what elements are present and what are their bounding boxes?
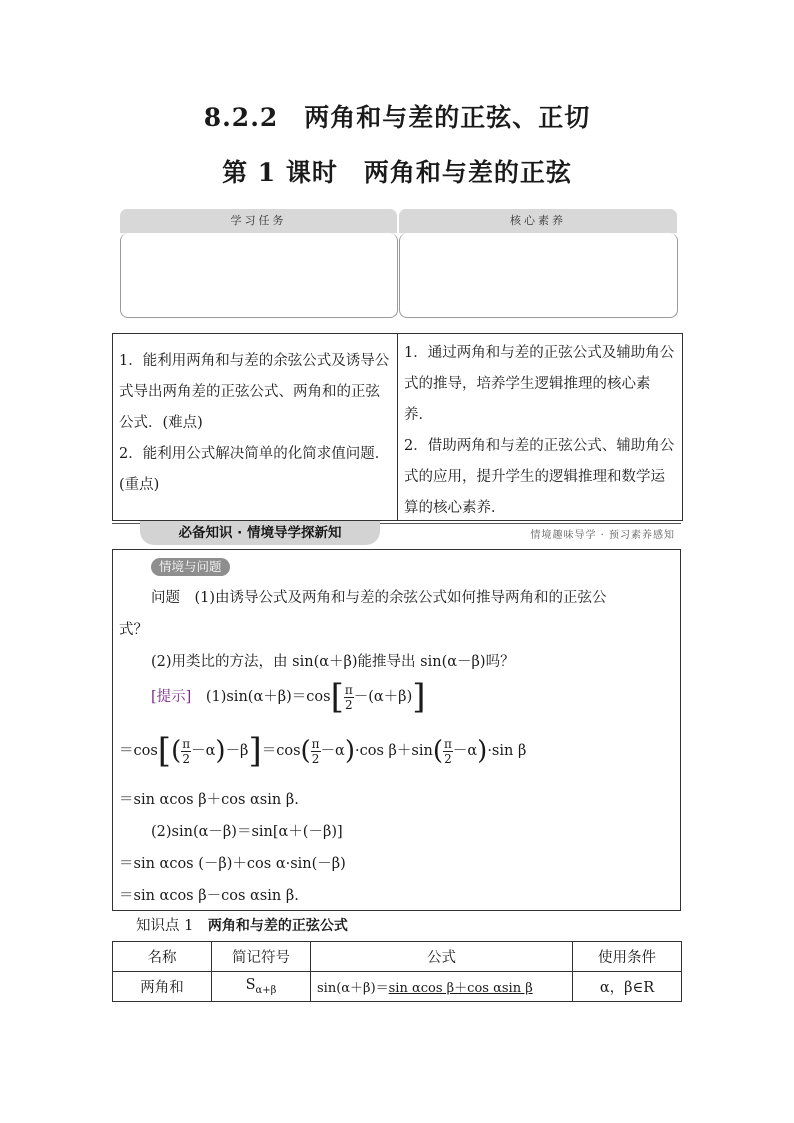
hint-line-4: (2)sin(α－β)＝sin[α＋(－β)] <box>151 824 343 840</box>
objectives-right-cell <box>398 334 682 520</box>
paren-open: ( <box>300 736 311 766</box>
row-formula <box>311 972 573 1002</box>
bracket-open: [ <box>330 677 344 717</box>
fraction-pi-over-2 <box>443 737 453 766</box>
knowledge-point-title <box>136 914 348 935</box>
knowledge-point-prefix: 知识点 1 <box>136 918 194 934</box>
competency-item: 1．通过两角和与差的正弦公式及辅助角公式的推导，培养学生逻辑推理的核心素养． <box>404 345 675 423</box>
eq2-start: ＝cos <box>119 743 158 759</box>
fraction-denominator: 2 <box>444 751 452 766</box>
scenario-box <box>112 549 681 911</box>
row-condition: α，β∈R <box>573 972 682 1002</box>
row-name: 两角和 <box>113 972 212 1002</box>
symbol-subscript: α+β <box>255 984 277 996</box>
question-2: (2)用类比的方法，由 sin(α＋β)能推导出 sin(α－β)吗？ <box>151 654 515 670</box>
column-header: 公式 <box>311 942 573 972</box>
paren-open: ( <box>171 736 182 766</box>
fraction-pi-over-2 <box>181 737 191 766</box>
hint-line-3: ＝sin αcos β＋cos αsin β. <box>119 792 299 808</box>
hint-minus-alpha-beta: －(α＋β) <box>353 689 413 705</box>
tab-core-competencies: 核心素养 <box>399 209 677 233</box>
banner-sublabel: 情境趣味导学 · 预习素养感知 <box>530 530 675 541</box>
eq2-sin-beta: ·sin β <box>487 743 527 759</box>
scenario-tag: 情境与问题 <box>151 558 230 576</box>
section-title: 8.2.2 两角和与差的正弦、正切 <box>203 103 591 132</box>
fraction-denominator: 2 <box>182 751 190 766</box>
objective-item: 1．能利用两角和与差的余弦公式及诱导公式导出两角差的正弦公式、两角和的正弦公式．(难点) <box>119 353 390 431</box>
fraction-numerator: π <box>182 736 191 751</box>
hint-eq-lhs: (1)sin(α＋β)＝cos <box>191 689 331 705</box>
fraction-denominator: 2 <box>311 751 320 766</box>
knowledge-point-name: 两角和与差的正弦公式 <box>207 918 348 934</box>
table-row <box>113 972 682 1002</box>
hint-line-2 <box>119 731 527 771</box>
tasks-pane-left <box>120 233 398 318</box>
tasks-pane-right <box>399 233 678 318</box>
hint-line-5: ＝sin αcos (－β)＋cos α·sin(－β) <box>119 856 346 872</box>
row-symbol <box>212 972 311 1002</box>
banner-label: 必备知识 · 情境导学探新知 <box>140 521 380 545</box>
lesson-title: 第 1 课时 两角和与差的正弦 <box>222 158 572 187</box>
eq2-minus-alpha: －α <box>452 743 478 759</box>
fraction-numerator: π <box>311 736 320 751</box>
symbol-main: S <box>245 977 256 994</box>
column-header: 名称 <box>113 942 212 972</box>
eq2-minus-beta: －β <box>225 743 249 759</box>
hint-line-1 <box>151 677 426 717</box>
bracket-close: ] <box>248 731 262 771</box>
objectives-left-cell <box>113 334 398 520</box>
objectives-table <box>112 333 683 521</box>
question-1-cont: 式？ <box>119 622 148 638</box>
paren-close: ) <box>215 736 226 766</box>
tab-learning-tasks: 学习任务 <box>120 209 397 233</box>
eq2-cos-beta: ·cos β＋sin <box>355 743 433 759</box>
fraction-numerator: π <box>443 736 452 751</box>
formula-table <box>112 941 682 1002</box>
fraction-denominator: 2 <box>344 697 353 712</box>
column-header: 简记符号 <box>212 942 311 972</box>
fraction-pi-over-2 <box>311 737 321 766</box>
hint-label: [提示] <box>151 689 192 705</box>
eq2-mid: ＝cos <box>261 743 301 759</box>
fraction-pi-over-2 <box>344 683 354 712</box>
section-banner <box>112 521 681 545</box>
tasks-box <box>120 209 677 319</box>
competency-item: 2．借助两角和与差的正弦公式、辅助角公式的应用，提升学生的逻辑推理和数学运算的核心素养． <box>404 438 675 516</box>
paren-close: ) <box>477 736 488 766</box>
formula-answer: sin αcos β＋cos αsin β <box>388 981 533 996</box>
objective-item: 2．能利用公式解决简单的化简求值问题．(重点) <box>119 446 390 493</box>
formula-left: sin(α＋β)＝ <box>317 981 389 996</box>
question-1: 问题 (1)由诱导公式及两角和与差的余弦公式如何推导两角和的正弦公 <box>151 590 607 606</box>
bracket-close: ] <box>412 677 426 717</box>
eq2-minus-alpha: －α <box>191 743 216 759</box>
column-header: 使用条件 <box>573 942 682 972</box>
paren-close: ) <box>344 736 356 766</box>
eq2-minus-alpha: －α <box>320 743 345 759</box>
bracket-open: [ <box>157 731 172 771</box>
hint-line-6: ＝sin αcos β－cos αsin β. <box>119 888 299 904</box>
paren-open: ( <box>432 736 443 766</box>
table-header-row <box>113 942 682 972</box>
fraction-numerator: π <box>344 682 353 697</box>
